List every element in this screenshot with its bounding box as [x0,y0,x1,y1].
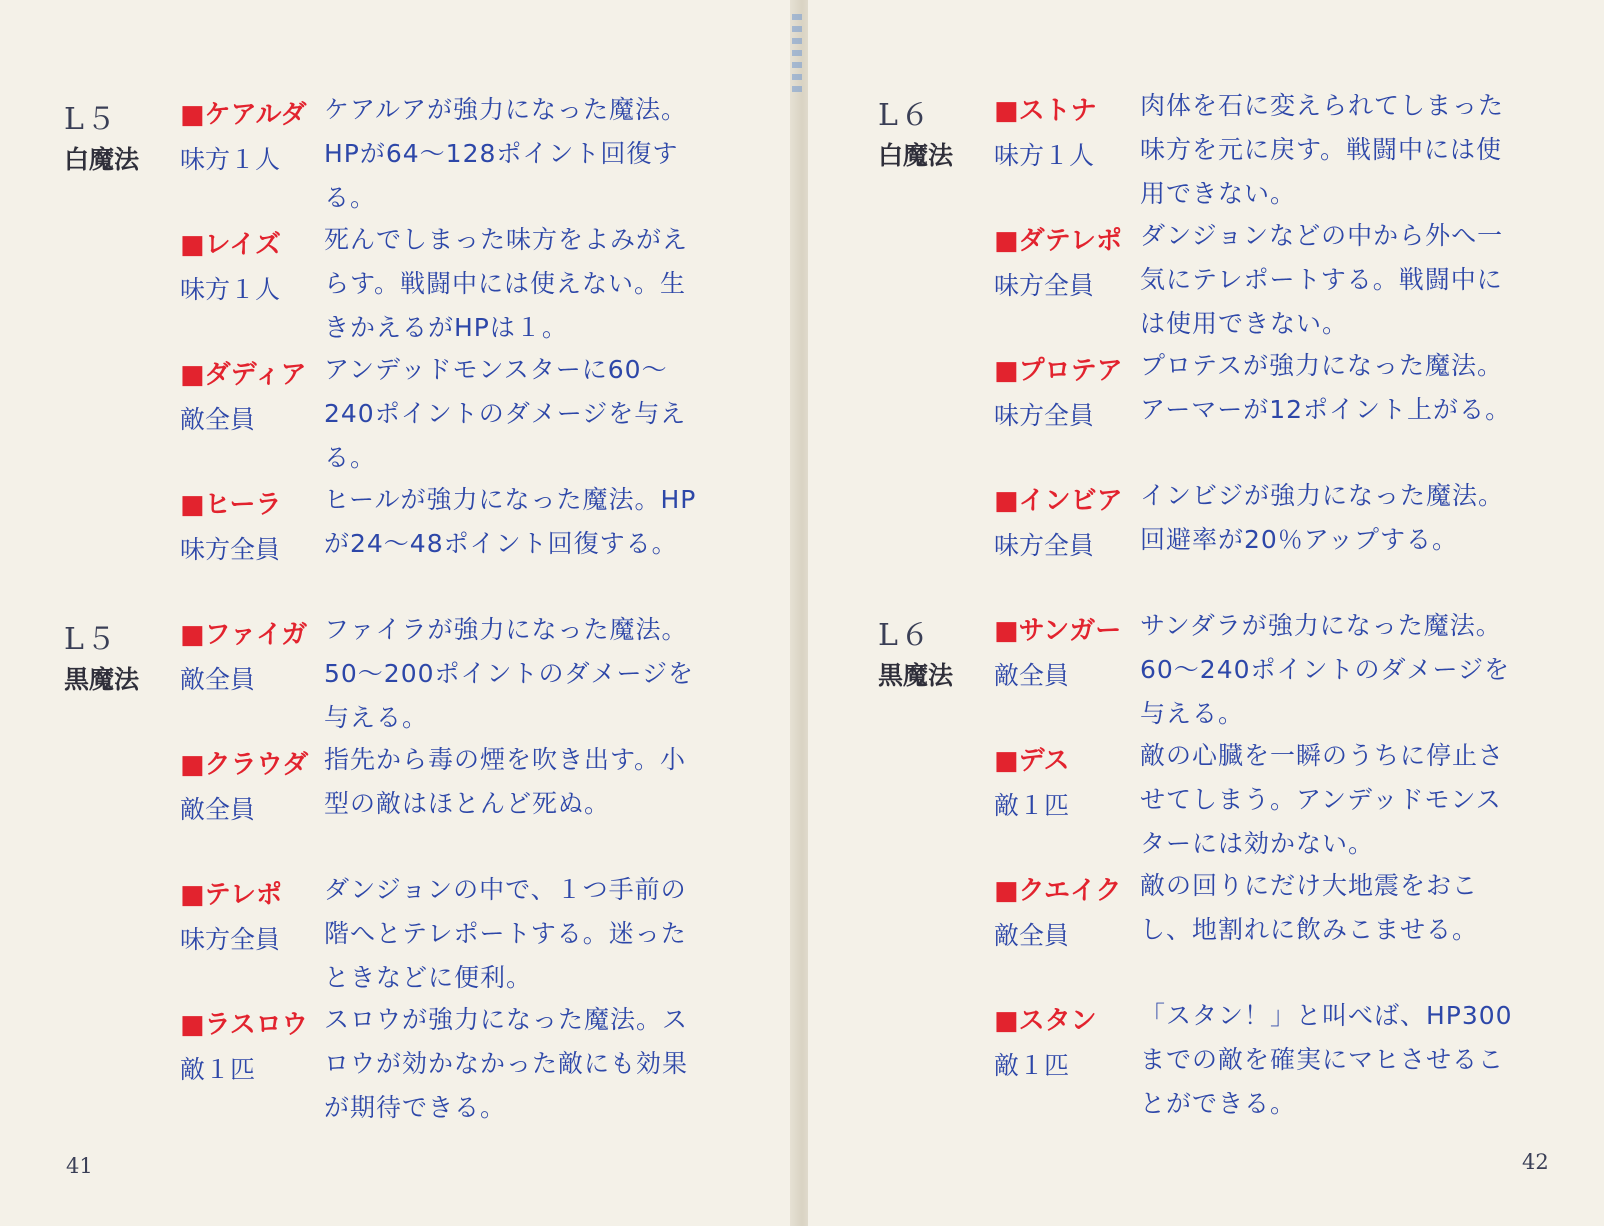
spell-description: ダンジョンなどの中から外へ一気にテレポートする。戦闘中には使用できない。 [1140,221,1504,338]
spell-name: ■クエイク [994,876,1122,906]
spell-description: サンダラが強力になった魔法。60〜240ポイントのダメージを与える。 [1140,611,1511,728]
spell-name: ■デス [994,746,1070,776]
left-page [0,0,796,1226]
spell-name: ■クラウダ [180,750,309,780]
spell-description: 肉体を石に変えられてしまった味方を元に戻す。戦闘中には使用できない。 [1140,91,1505,208]
spell-description: ヒールが強力になった魔法。HPが24〜48ポイント回復する。 [324,485,697,558]
spell-target: 味方全員 [994,271,1095,300]
spell-description: 「スタン！」と叫べば、HP300までの敵を確実にマヒさせることができる。 [1140,1001,1513,1118]
spell-name: ■レイズ [180,230,282,260]
spell-target: 敵全員 [180,405,256,434]
spell-description: プロテスが強力になった魔法。アーマーが12ポイント上がる。 [1140,351,1512,424]
spell-target: 敵全員 [994,661,1070,690]
spell-name: ■ストナ [994,96,1097,126]
page-number: 41 [66,1154,93,1178]
spell-name: ■ダディア [180,360,307,390]
spell-name: ■ケアルダ [180,100,307,130]
spell-target: 敵全員 [994,921,1070,950]
spell-name: ■ダテレポ [994,226,1123,256]
spell-description: ダンジョンの中で、１つ手前の階へとテレポートする。迷ったときなどに便利。 [324,875,687,992]
spell-target: 味方１人 [994,141,1095,170]
spell-description: 死んでしまった味方をよみがえらす。戦闘中には使えない。生きかえるがHPは１。 [324,225,689,342]
spell-description: アンデッドモンスターに60〜240ポイントのダメージを与える。 [324,355,687,472]
spell-name: ■テレポ [180,880,283,910]
spell-target: 敵１匹 [994,791,1070,820]
level-label: L６ [878,618,932,653]
spell-target: 敵全員 [180,795,256,824]
level-label: L６ [878,98,932,133]
spell-name: ■ファイガ [180,620,308,650]
spell-target: 味方全員 [180,925,281,954]
page-number: 42 [1522,1150,1549,1174]
bleed-mark [792,14,802,94]
spell-description: 敵の心臓を一瞬のうちに停止させてしまう。アンデッドモンスターには効かない。 [1140,741,1505,858]
spell-target: 味方１人 [180,275,281,304]
spell-target: 味方全員 [994,531,1095,560]
spell-description: スロウが強力になった魔法。スロウが効かなかった敵にも効果が期待できる。 [324,1005,689,1122]
level-label: L５ [64,102,118,137]
school-label: 白魔法 [64,145,140,174]
spell-name: ■スタン [994,1006,1097,1036]
spell-target: 味方全員 [994,401,1095,430]
school-label: 黒魔法 [878,661,954,690]
spell-target: 敵１匹 [994,1051,1070,1080]
right-page [808,0,1604,1226]
spell-name: ■インビア [994,486,1123,516]
spell-target: 味方１人 [180,145,281,174]
spell-description: ケアルアが強力になった魔法。HPが64〜128ポイント回復する。 [324,95,688,212]
spell-target: 敵全員 [180,665,256,694]
spell-target: 敵１匹 [180,1055,256,1084]
spell-description: 敵の回りにだけ大地震をおこし、地割れに飲みこませる。 [1140,871,1479,944]
spell-description: 指先から毒の煙を吹き出す。小型の敵はほとんど死ぬ。 [324,745,687,818]
spell-name: ■ヒーラ [180,490,282,520]
spell-description: ファイラが強力になった魔法。50〜200ポイントのダメージを与える。 [324,615,695,732]
spell-name: ■ラスロウ [180,1010,308,1040]
level-label: L５ [64,622,118,657]
spell-target: 味方全員 [180,535,281,564]
spell-name: ■プロテア [994,356,1123,386]
school-label: 白魔法 [878,141,954,170]
spell-description: インビジが強力になった魔法。回避率が20％アップする。 [1140,481,1505,554]
school-label: 黒魔法 [64,665,140,694]
spell-name: ■サンガー [994,616,1122,646]
